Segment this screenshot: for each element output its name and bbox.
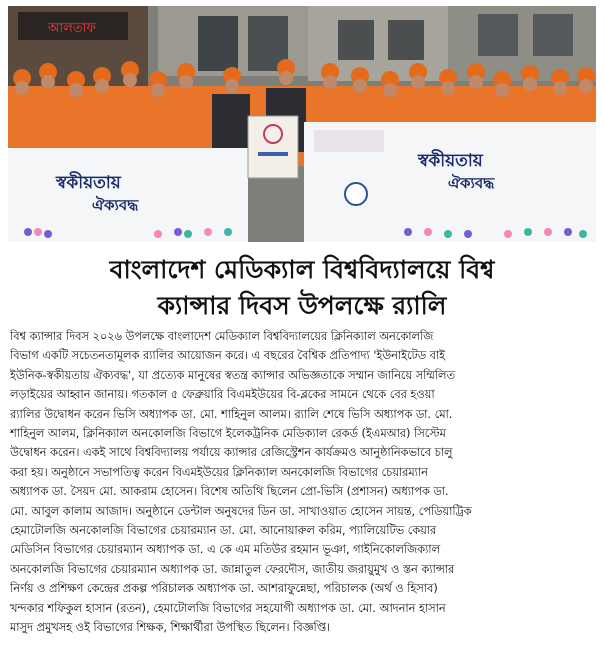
body-line: বিশ্ব ক্যান্সার দিবস ২০২৬ উপলক্ষে বাংলাদেশ মেডিক্যাল বিশ্ববিদ্যালয়ের ক্লিনিক্যাল অনকোলজি	[10, 330, 434, 343]
banner-right-line2: ঐক্যবদ্ধ	[448, 174, 495, 192]
body-line: হেমাটোলজি অনকোলজি বিভাগের চেয়ারম্যান ডা. মো. আনোয়ারুল করিম, প্যালিয়েটিভ কেয়ার	[10, 524, 437, 538]
body-line: অধ্যাপক ডা. সৈয়দ মো. আকরাম হোসেন। বিশেষ অতিথি ছিলেন প্রো-ভিসি (প্রশাসন) অধ্যাপক ডা.	[10, 485, 449, 499]
body-line: উদ্বোধন করেন। একই সাথে বিশ্ববিদ্যালয় পর্যায়ে ক্যান্সার রেজিস্ট্রেশন কার্যক্রমও আনুষ্ঠানিকভাবে চালু	[10, 446, 453, 460]
banner-right	[304, 122, 596, 242]
body-line: বিভাগ একটি সচেতনতামূলক র‌্যালির আয়োজন করে। এ বছরের বৈশ্বিক প্রতিপাদ্য 'ইউনাইটেড বাই	[10, 349, 446, 363]
banner-left-line2: ঐক্যবদ্ধ	[92, 196, 139, 214]
shop-sign-text: আলতাফ	[48, 21, 96, 36]
banner-right-line1: স্বকীয়তায়	[418, 151, 483, 171]
body-line: মেডিসিন বিভাগের চেয়ারম্যান অধ্যাপক ডা. এ কে এম মতিউর রহমান ভূঞা, গাইনিকোলজিক্যাল	[10, 543, 440, 557]
body-line: মো. আবুল কালাম আজাদ। অনুষ্ঠানে ডেন্টাল অনুষদের ডিন ডা. সাখাওয়াত হোসেন সায়ন্ত, পেডিয়াট্রিক	[10, 504, 472, 518]
body-line: ইউনিক-স্বকীয়তায় ঐক্যবদ্ধ', যা প্রত্যেক মানুষের স্বতন্ত্র ক্যান্সার অভিজ্ঞতাকে সম্মান জানিয়ে সম্মিলিত	[10, 368, 455, 382]
headline-line-1: বাংলাদেশ মেডিক্যাল বিশ্ববিদ্যালয়ে বিশ্ব	[109, 255, 495, 284]
body-line: নির্ণয় ও প্রশিক্ষণ কেন্দ্রের প্রকল্প পরিচালক অধ্যাপক ডা. আশরাফুন্নেছা, পরিচালক (অর্থ ও হিসাব)	[10, 582, 438, 596]
body-line: র‌্যালির উদ্বোধন করেন ভিসি অধ্যাপক ডা. মো. শাহিনুল আলম। র‌্যালি শেষে ভিসি অধ্যাপক ডা. মো.	[10, 407, 453, 421]
body-line: অনকোলজি বিভাগের চেয়ারম্যান অধ্যাপক ডা. জান্নাতুল ফেরদৌস, জাতীয় জরায়ুমুখ ও স্তন ক্যান্সার	[10, 562, 455, 576]
rally-photo-illustration	[8, 6, 596, 242]
banner-left-line1: স্বকীয়তায়	[56, 173, 121, 193]
headline-line-2: ক্যান্সার দিবস উপলক্ষে র‌্যালি	[157, 291, 447, 320]
body-line: শাহিনুল আলম, ক্লিনিক্যাল অনকোলজি বিভাগে ইলেকট্রনিক মেডিক্যাল রেকর্ড (ইএমআর) সিস্টেম	[10, 427, 446, 441]
body-line: মাসুদ প্রমুখসহ ওই বিভাগের শিক্ষক, শিক্ষার্থীরা উপস্থিত ছিলেন। বিজ্ঞপ্তি।	[10, 621, 331, 635]
body-line: খন্দকার শফিকুল হাসান (রতন), হেমাটোলজি বিভাগের সহযোগী অধ্যাপক ডা. মো. আদনান হাসান	[10, 601, 446, 615]
body-line: করা হয়। অনুষ্ঠানে সভাপতিত্ব করেন বিএমইউয়ের ক্লিনিক্যাল অনকোলজি বিভাগের চেয়ারম্যান	[10, 465, 428, 479]
news-photo	[8, 6, 596, 242]
body-line: লড়াইয়ের আহ্বান জানায়। গতকাল ৫ ফেব্রুয়ারি বিএমইউয়ের বি-ব্লকের সামনে থেকে বের হওয়া	[10, 388, 435, 402]
center-pennant	[248, 116, 298, 178]
banner-left	[8, 148, 248, 242]
article-body	[10, 327, 594, 638]
headline	[8, 252, 596, 324]
